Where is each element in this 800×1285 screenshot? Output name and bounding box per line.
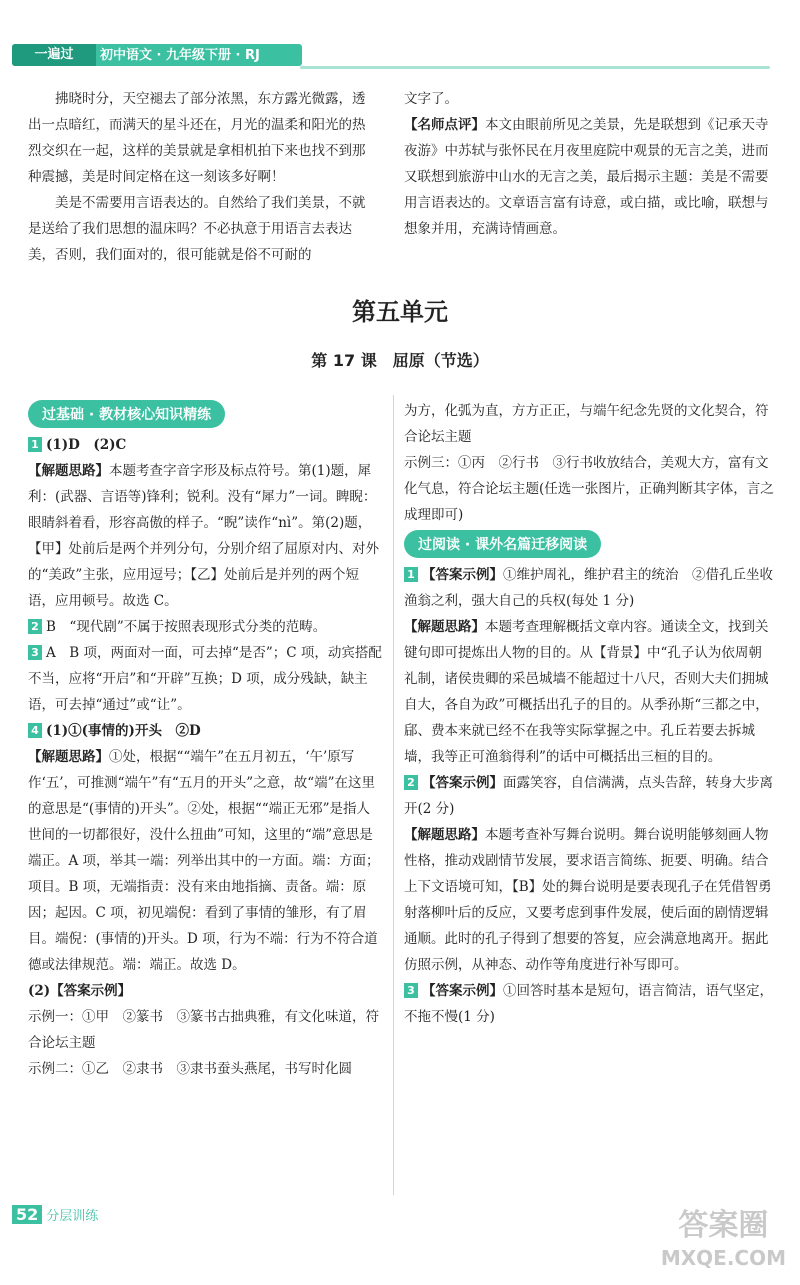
answer-line [28, 640, 383, 718]
label: 【名师点评】 [404, 117, 485, 133]
paragraph: 拂晓时分，天空褪去了部分浓黑，东方露光微露，透出一点暗红，而满天的星斗还在，月光的温柔和阳光的热烈交织在一起，这样的美景就是拿相机拍下来也找不到那种震撼，美是时间定格在这一刻该多好啊！ [28, 91, 366, 185]
section-header-basics: 过基础 · 教材核心知识精练 [28, 400, 225, 428]
answer-example [28, 978, 383, 1004]
question-number: 4 [28, 723, 42, 738]
answer: (1)D (2)C [46, 437, 127, 453]
paragraph: 美是不需要用言语表达的。自然给了我们美景，不就是送给了我们思想的温床吗？不必执意于用语言去表达美，否则，我们面对的，很可能就是俗不可耐的 [28, 195, 366, 263]
answer-line [28, 718, 383, 744]
answer-text: B “现代剧”不属于按照表现形式分类的范畴。 [46, 619, 327, 635]
left-column [28, 398, 383, 1082]
question-number: 2 [28, 619, 42, 634]
watermark-text: 答案圈 [678, 1208, 769, 1243]
lesson-title: 第 17 课 屈原（节选） [311, 351, 489, 370]
teacher-comment [404, 112, 774, 242]
label: 【解题思路】 [28, 463, 109, 479]
answer-line [404, 978, 774, 1030]
footer-label: 分层训练 [46, 1209, 99, 1224]
explanation [404, 614, 774, 770]
label: 【答案示例】 [422, 567, 503, 583]
header-rule [300, 66, 770, 69]
explanation-text: 本题考查理解概括文章内容。通读全文，找到关键句即可提炼出人物的目的。从【背景】中“孔子认为依周朝礼制，诸侯贵卿的采邑城墙不能超过十八尺，否则大夫们拥城自大，各自为政”可概括出孔子的目的。从季孙斯“三都之中，郈、费本来就已经不在我等实际掌握之中。孔丘若要去拆城墙，我等正可渔翁得利”的话中可概括出三桓的目的。 [404, 619, 769, 765]
brand-logo: 一遍过 [12, 44, 96, 66]
explanation [28, 458, 383, 614]
paragraph: 文字了。 [404, 91, 458, 107]
answer-line [28, 432, 383, 458]
explanation-text: 本题考查补写舞台说明。舞台说明能够刻画人物性格，推动戏剧情节发展，要求语言简练、扼要、明确。结合上下文语境可知，【B】处的舞台说明是要表现孔子在凭借智勇射落柳叶后的反应，又要考虑到事件发展，使后面的剧情逻辑通顺。此时的孔子得到了想要的答复，应会满意地离开。据此仿照示例，从神态、动作等角度进行补写即可。 [404, 827, 772, 973]
book-title: 初中语文 · 九年级下册 · RJ [100, 48, 260, 63]
answer-text: ①回答时基本是短句，语言简洁，语气坚定，不拖不慢(1 分) [404, 983, 773, 1025]
example-line: 示例一：①甲 ②篆书 ③篆书古拙典雅，有文化味道，符合论坛主题 [28, 1009, 379, 1051]
watermark [661, 1210, 786, 1274]
right-column [404, 398, 774, 1030]
paragraph: 为方，化弧为直，方方正正，与端午纪念先贤的文化契合，符合论坛主题 [404, 403, 769, 445]
comment-text: 本文由眼前所见之美景，先是联想到《记承天寺夜游》中苏轼与张怀民在月夜里庭院中观景的无言之美，进而又联想到旅游中山水的无言之美，最后揭示主题：美是不需要用言语表达的。文章语言富有诗意，或白描，或比喻，联想与想象并用，充满诗情画意。 [404, 117, 769, 237]
answer-line [404, 770, 774, 822]
top-right-column [404, 86, 774, 242]
label: 【答案示例】 [422, 983, 503, 999]
page-header [0, 38, 800, 90]
example-line: 示例三：①丙 ②行书 ③行书收放结合，美观大方，富有文化气息，符合论坛主题(任选一张图片，正确判断其字体，言之成理即可) [404, 455, 774, 523]
explanation-text: ①处，根据““端午”在五月初五，‘午’原写作‘五’，可推测“端午”有“五月的开头”之意，故“端”在这里的意思是“(事情的)开头”。②处，根据““端正无邪”是指人世间的一切都很好，没什么扭曲”可知，这里的“端”意思是端正。A 项，举其一端：列举出其中的一方面。端：方面；项目。B 项，无端指责：没有来由地指摘、责备。端：原因；起因。C 项，初见端倪：看到了事情的雏形，有了眉目。端倪：(事情的)开头。D 项，行为不端：行为不符合道德或法律规范。端：端正。故选 D。 [28, 749, 380, 973]
explanation-text: 本题考查字音字形及标点符号。第(1)题，犀利：(武器、言语等)锋利；锐利。没有“犀力”一词。睥睨：眼睛斜着看，形容高傲的样子。“睨”读作“nì”。第(2)题，【甲】处前后是两个并列分句，分别介绍了屈原对内、对外的“美政”主张，应用逗号；【乙】处前后是并列的两个短语，应用顿号。故选 C。 [28, 463, 379, 609]
answer-line [28, 614, 383, 640]
question-number: 1 [404, 567, 418, 582]
explanation [28, 744, 383, 978]
label: 【解题思路】 [28, 749, 109, 765]
watermark-url: MXQE.COM [660, 1246, 786, 1270]
top-left-column [28, 86, 378, 268]
label: 【答案示例】 [422, 775, 503, 791]
label: (2)【答案示例】 [28, 983, 132, 999]
answer-text: A B 项，两面对一面，可去掉“是否”；C 项，动宾搭配不当，应将“开启”和“开辟”互换；D 项，成分残缺，缺主语，可去掉“通过”或“让”。 [28, 645, 382, 713]
question-number: 3 [404, 983, 418, 998]
page-footer [12, 1205, 98, 1224]
answer-text: 面露笑容，自信满满，点头告辞，转身大步离开(2 分) [404, 775, 773, 817]
question-number: 2 [404, 775, 418, 790]
question-number: 3 [28, 645, 42, 660]
answer-text: ①维护周礼，维护君主的统治 ②借孔丘坐收渔翁之利，强大自己的兵权(每处 1 分) [404, 567, 773, 609]
label: 【解题思路】 [404, 827, 485, 843]
label: 【解题思路】 [404, 619, 485, 635]
answer: (1)①(事情的)开头 ②D [46, 723, 201, 739]
answer-line [404, 562, 774, 614]
column-divider [393, 395, 394, 1195]
section-header-reading: 过阅读 · 课外名篇迁移阅读 [404, 530, 601, 558]
question-number: 1 [28, 437, 42, 452]
page-number: 52 [12, 1205, 42, 1224]
unit-title: 第五单元 [352, 298, 448, 326]
explanation [404, 822, 774, 978]
example-line: 示例二：①乙 ②隶书 ③隶书蚕头燕尾，书写时化圆 [28, 1061, 352, 1077]
